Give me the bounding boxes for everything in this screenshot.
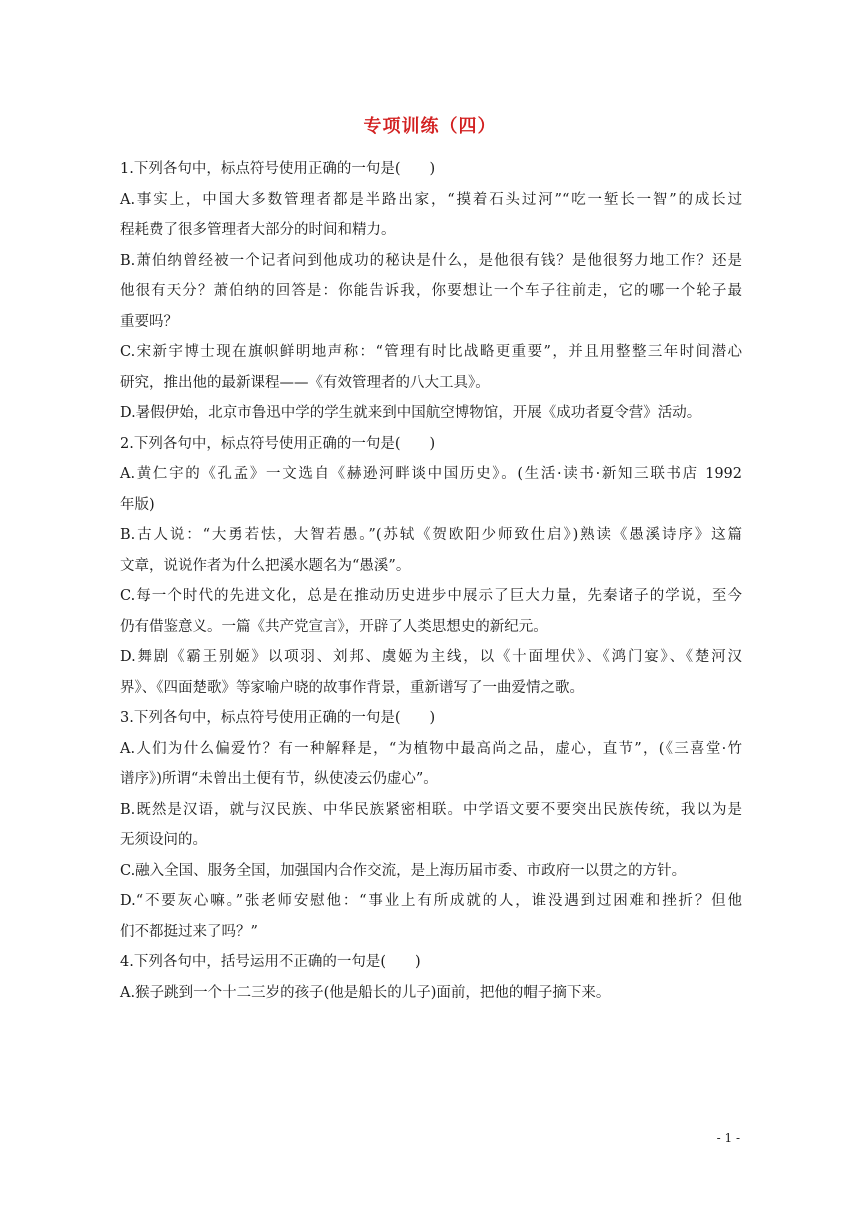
- text-line: 重要吗？: [120, 313, 178, 330]
- text-line: D.舞剧《霸王别姬》以项羽、刘邦、虞姬为主线，以《十面埋伏》、《鸿门宴》、《楚河汉: [120, 649, 742, 665]
- text-line: 年版): [120, 496, 155, 513]
- text-line: A.猴子跳到一个十二三岁的孩子(他是船长的儿子)面前，把他的帽子摘下来。: [120, 984, 611, 1001]
- text-line: 1.下列各句中，标点符号使用正确的一句是( ): [120, 161, 436, 177]
- text-line: A.事实上，中国大多数管理者都是半路出家，“摸着石头过河”“吃一堑长一智”的成长过: [120, 191, 742, 208]
- text-line: B.萧伯纳曾经被一个记者问到他成功的秘诀是什么，是他很有钱？是他很努力地工作？还是: [120, 252, 742, 269]
- text-line: D.暑假伊始，北京市鲁迅中学的学生就来到中国航空博物馆，开展《成功者夏令营》活动。: [120, 405, 702, 421]
- document-body: [120, 154, 742, 1008]
- text-line: 3.下列各句中，标点符号使用正确的一句是( ): [120, 710, 436, 726]
- page-title: 专项训练（四）: [363, 116, 497, 137]
- text-line: 他很有天分？萧伯纳的回答是：你能告诉我，你要想让一个车子往前走，它的哪一个轮子最: [120, 283, 742, 299]
- page-number: - 1 -: [716, 1131, 740, 1145]
- text-line: 无须设问的。: [120, 832, 207, 848]
- text-line: A.黄仁宇的《孔孟》一文选自《赫逊河畔谈中国历史》。(生活·读书·新知三联书店 1992: [120, 466, 742, 482]
- text-line: 研究，推出他的最新课程——《有效管理者的八大工具》。: [120, 374, 490, 391]
- text-line: 们不都挺过来了吗？”: [120, 923, 258, 940]
- text-line: C.宋新宇博士现在旗帜鲜明地声称：“管理有时比战略更重要”，并且用整整三年时间潜心: [120, 344, 742, 360]
- text-line: 文章，说说作者为什么把溪水题名为“愚溪”。: [120, 557, 411, 574]
- text-line: 界》、《四面楚歌》等家喻户晓的故事作背景，重新谱写了一曲爱情之歌。: [120, 679, 584, 696]
- text-line: C.融入全国、服务全国，加强国内合作交流，是上海历届市委、市政府一以贯之的方针。: [120, 862, 687, 879]
- text-line: 2.下列各句中，标点符号使用正确的一句是( ): [120, 435, 436, 452]
- text-line: A.人们为什么偏爱竹？有一种解释是，“为植物中最高尚之品，虚心，直节”，(《三喜堂·竹: [120, 740, 742, 757]
- text-line: B.古人说：“大勇若怯，大智若愚。”(苏轼《贺欧阳少师致仕启》)熟读《愚溪诗序》这篇: [120, 527, 742, 543]
- text-line: 谱序》)所谓“未曾出土便有节，纵使凌云仍虚心”。: [120, 771, 438, 787]
- text-line: D.“不要灰心嘛。”张老师安慰他：“事业上有所成就的人，谁没遇到过困难和挫折？但他: [120, 893, 742, 909]
- text-line: B.既然是汉语，就与汉民族、中华民族紧密相联。中学语文要不要突出民族传统，我以为是: [120, 801, 742, 818]
- text-line: 仍有借鉴意义。一篇《共产党宣言》，开辟了人类思想史的新纪元。: [120, 618, 548, 635]
- text-line: C.每一个时代的先进文化，总是在推动历史进步中展示了巨大力量，先秦诸子的学说，至今: [120, 588, 742, 604]
- text-line: 4.下列各句中，括号运用不正确的一句是( ): [120, 954, 421, 970]
- text-line: 程耗费了很多管理者大部分的时间和精力。: [120, 222, 396, 238]
